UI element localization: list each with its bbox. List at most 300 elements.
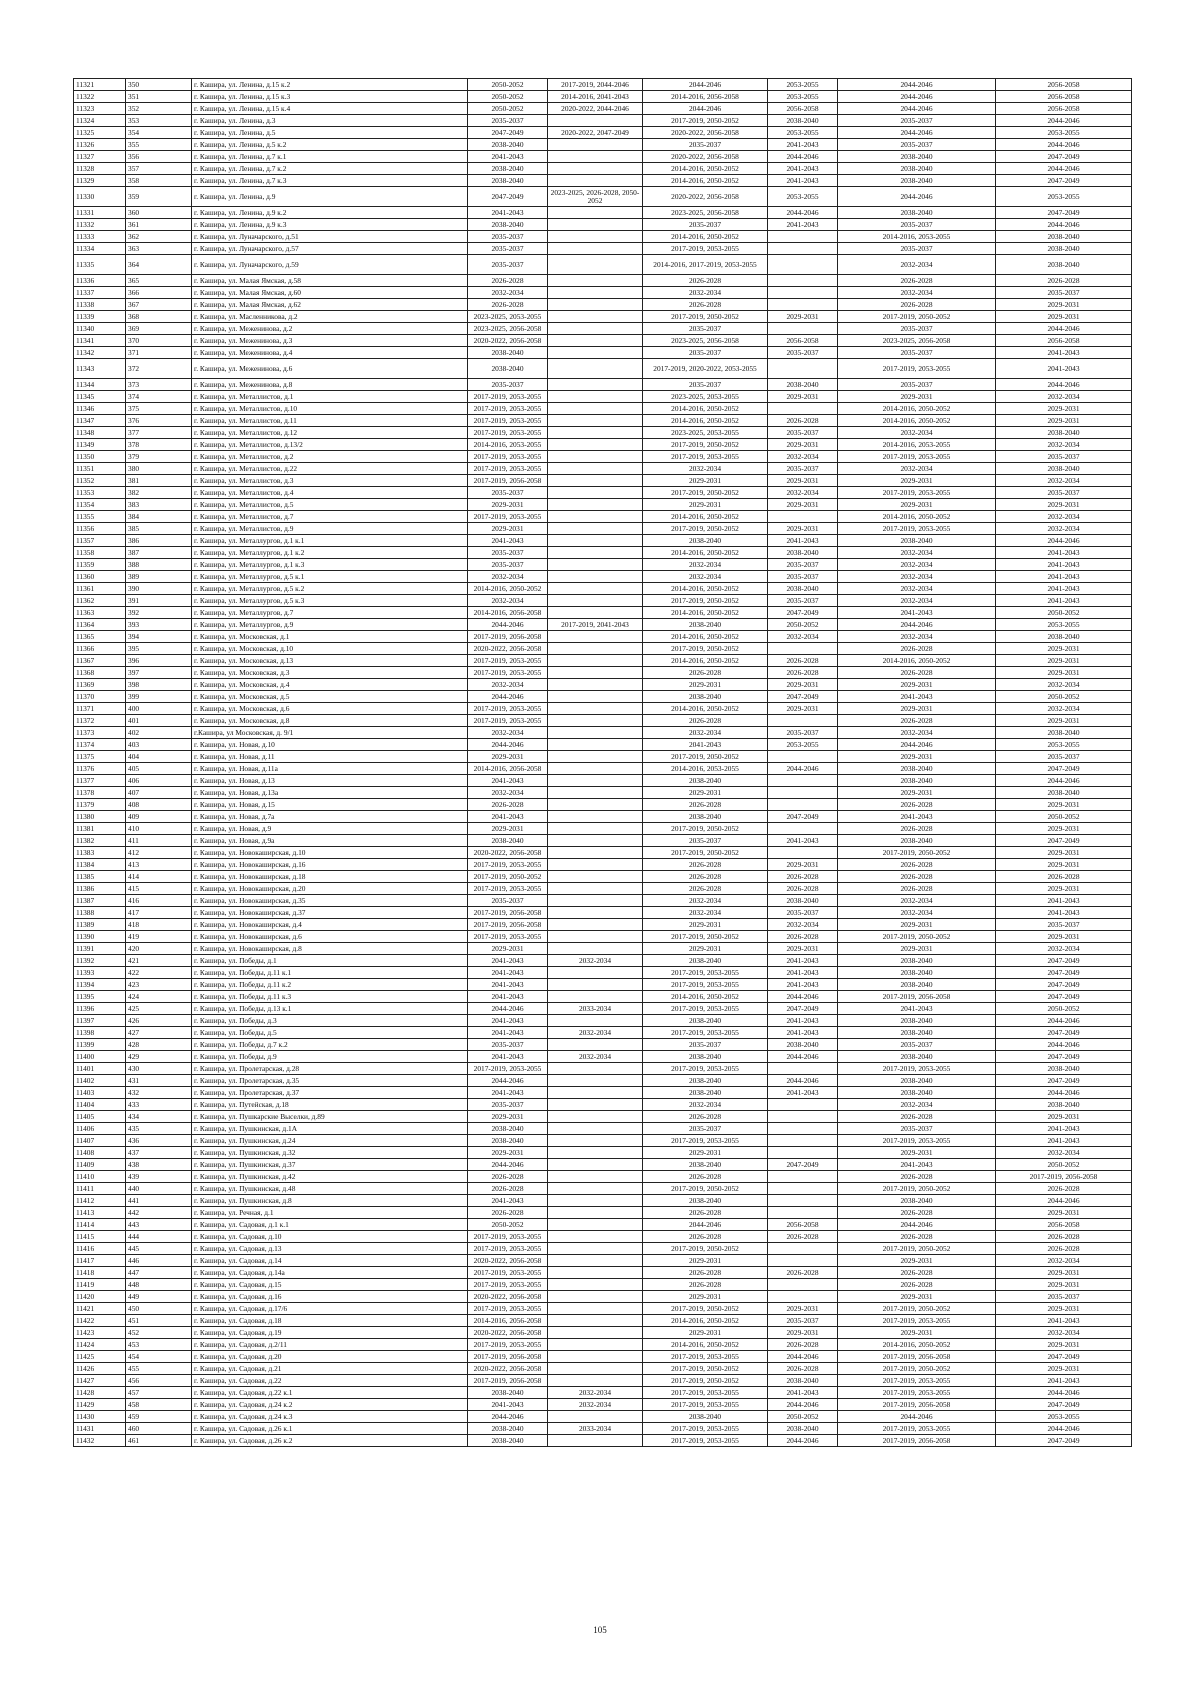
period-cell-5: 2038-2040: [838, 1087, 996, 1099]
period-cell-5: 2035-2037: [838, 115, 996, 127]
period-cell-3: 2017-2019, 2050-2052: [643, 1375, 768, 1387]
period-cell-1: 2041-2043: [468, 775, 548, 787]
period-cell-6: 2056-2058: [996, 335, 1132, 347]
row-number-cell: 11421: [74, 1303, 126, 1315]
period-cell-5: 2014-2016, 2053-2055: [838, 439, 996, 451]
address-cell: г. Кашира, ул. Победы, д.11 к.2: [192, 979, 468, 991]
period-cell-4: 2029-2031: [768, 703, 838, 715]
table-row: [74, 583, 1132, 595]
period-cell-6: 2047-2049: [996, 1399, 1132, 1411]
period-cell-3: 2017-2019, 2053-2055: [643, 1387, 768, 1399]
house-number-cell: 361: [126, 219, 192, 231]
house-number-cell: 372: [126, 359, 192, 379]
period-cell-5: 2017-2019, 2053-2055: [838, 1423, 996, 1435]
period-cell-5: 2035-2037: [838, 1123, 996, 1135]
period-cell-3: 2038-2040: [643, 1075, 768, 1087]
period-cell-2: [548, 679, 643, 691]
period-cell-1: 2029-2031: [468, 943, 548, 955]
period-cell-4: 2026-2028: [768, 667, 838, 679]
period-cell-4: 2038-2040: [768, 547, 838, 559]
period-cell-5: 2026-2028: [838, 667, 996, 679]
period-cell-2: [548, 1375, 643, 1387]
row-number-cell: 11389: [74, 919, 126, 931]
table-row: [74, 715, 1132, 727]
table-row: [74, 1135, 1132, 1147]
period-cell-3: 2038-2040: [643, 1195, 768, 1207]
table-row: [74, 679, 1132, 691]
period-cell-1: 2017-2019, 2053-2055: [468, 883, 548, 895]
house-number-cell: 439: [126, 1171, 192, 1183]
period-cell-4: 2038-2040: [768, 1375, 838, 1387]
period-cell-1: 2038-2040: [468, 175, 548, 187]
period-cell-5: 2029-2031: [838, 943, 996, 955]
row-number-cell: 11336: [74, 275, 126, 287]
period-cell-3: 2014-2016, 2050-2052: [643, 703, 768, 715]
house-number-cell: 445: [126, 1243, 192, 1255]
house-number-cell: 357: [126, 163, 192, 175]
row-number-cell: 11402: [74, 1075, 126, 1087]
period-cell-5: 2026-2028: [838, 883, 996, 895]
period-cell-1: 2017-2019, 2056-2058: [468, 1375, 548, 1387]
period-cell-2: [548, 415, 643, 427]
period-cell-3: 2044-2046: [643, 103, 768, 115]
period-cell-3: 2020-2022, 2056-2058: [643, 187, 768, 207]
period-cell-6: 2047-2049: [996, 967, 1132, 979]
period-cell-4: 2053-2055: [768, 91, 838, 103]
table-row: [74, 1315, 1132, 1327]
table-row: [74, 379, 1132, 391]
address-cell: г. Кашира, ул. Новая, д.10: [192, 739, 468, 751]
period-cell-4: 2029-2031: [768, 679, 838, 691]
house-number-cell: 366: [126, 287, 192, 299]
period-cell-2: [548, 439, 643, 451]
period-cell-4: 2041-2043: [768, 139, 838, 151]
period-cell-4: [768, 1099, 838, 1111]
table-row: [74, 1159, 1132, 1171]
period-cell-2: [548, 607, 643, 619]
period-cell-1: 2041-2043: [468, 979, 548, 991]
period-cell-4: 2044-2046: [768, 1435, 838, 1447]
period-cell-1: 2035-2037: [468, 115, 548, 127]
period-cell-2: [548, 1087, 643, 1099]
period-cell-3: 2017-2019, 2050-2052: [643, 1303, 768, 1315]
period-cell-1: 2035-2037: [468, 255, 548, 275]
period-cell-5: 2035-2037: [838, 139, 996, 151]
house-number-cell: 415: [126, 883, 192, 895]
period-cell-5: 2032-2034: [838, 595, 996, 607]
period-cell-4: 2026-2028: [768, 931, 838, 943]
period-cell-2: [548, 175, 643, 187]
row-number-cell: 11323: [74, 103, 126, 115]
period-cell-2: [548, 1291, 643, 1303]
period-cell-2: [548, 1411, 643, 1423]
period-cell-4: 2029-2031: [768, 439, 838, 451]
period-cell-6: 2029-2031: [996, 643, 1132, 655]
period-cell-2: [548, 1195, 643, 1207]
period-cell-2: [548, 1135, 643, 1147]
period-cell-4: 2026-2028: [768, 1339, 838, 1351]
period-cell-3: 2020-2022, 2056-2058: [643, 127, 768, 139]
house-number-cell: 441: [126, 1195, 192, 1207]
row-number-cell: 11342: [74, 347, 126, 359]
period-cell-3: 2038-2040: [643, 1015, 768, 1027]
address-cell: г. Кашира, ул. Ленина, д.15 к.4: [192, 103, 468, 115]
period-cell-2: 2017-2019, 2044-2046: [548, 79, 643, 91]
house-number-cell: 392: [126, 607, 192, 619]
period-cell-1: 2041-2043: [468, 1195, 548, 1207]
address-cell: г. Кашира, ул. Металлистов, д.9: [192, 523, 468, 535]
address-cell: г. Кашира, ул. Садовая, д.20: [192, 1351, 468, 1363]
period-cell-6: 2053-2055: [996, 187, 1132, 207]
period-cell-1: 2014-2016, 2056-2058: [468, 763, 548, 775]
address-cell: г. Кашира, ул. Победы, д.11 к.3: [192, 991, 468, 1003]
table-row: [74, 487, 1132, 499]
row-number-cell: 11363: [74, 607, 126, 619]
address-cell: г. Кашира, ул. Металлургов, д.5 к.1: [192, 571, 468, 583]
period-cell-2: [548, 583, 643, 595]
period-cell-6: 2050-2052: [996, 1159, 1132, 1171]
row-number-cell: 11368: [74, 667, 126, 679]
house-number-cell: 376: [126, 415, 192, 427]
period-cell-3: 2029-2031: [643, 679, 768, 691]
period-cell-3: 2026-2028: [643, 667, 768, 679]
period-cell-2: 2023-2025, 2026-2028, 2050-2052: [548, 187, 643, 207]
period-cell-1: 2017-2019, 2053-2055: [468, 403, 548, 415]
row-number-cell: 11381: [74, 823, 126, 835]
period-cell-1: 2038-2040: [468, 359, 548, 379]
period-cell-6: 2032-2034: [996, 391, 1132, 403]
row-number-cell: 11355: [74, 511, 126, 523]
house-number-cell: 457: [126, 1387, 192, 1399]
table-row: [74, 1027, 1132, 1039]
table-row: [74, 163, 1132, 175]
house-number-cell: 421: [126, 955, 192, 967]
table-row: [74, 859, 1132, 871]
house-number-cell: 429: [126, 1051, 192, 1063]
period-cell-1: 2017-2019, 2053-2055: [468, 463, 548, 475]
table-row: [74, 1231, 1132, 1243]
row-number-cell: 11390: [74, 931, 126, 943]
row-number-cell: 11365: [74, 631, 126, 643]
period-cell-1: 2017-2019, 2053-2055: [468, 1243, 548, 1255]
period-cell-5: 2038-2040: [838, 207, 996, 219]
period-cell-3: 2014-2016, 2050-2052: [643, 583, 768, 595]
address-cell: г. Кашира, ул. Новокаширская, д.35: [192, 895, 468, 907]
address-cell: г. Кашира, ул. Новокаширская, д.4: [192, 919, 468, 931]
period-cell-3: 2026-2028: [643, 883, 768, 895]
period-cell-4: 2041-2043: [768, 535, 838, 547]
period-cell-2: [548, 151, 643, 163]
house-number-cell: 369: [126, 323, 192, 335]
period-cell-3: 2020-2022, 2056-2058: [643, 151, 768, 163]
house-number-cell: 426: [126, 1015, 192, 1027]
house-number-cell: 368: [126, 311, 192, 323]
period-cell-2: 2032-2034: [548, 1387, 643, 1399]
period-cell-4: 2047-2049: [768, 811, 838, 823]
period-cell-2: [548, 115, 643, 127]
period-cell-3: 2014-2016, 2050-2052: [643, 547, 768, 559]
period-cell-4: 2029-2031: [768, 475, 838, 487]
period-cell-1: 2035-2037: [468, 559, 548, 571]
table-row: [74, 415, 1132, 427]
period-cell-4: 2035-2037: [768, 1315, 838, 1327]
row-number-cell: 11388: [74, 907, 126, 919]
period-cell-5: 2029-2031: [838, 1291, 996, 1303]
address-cell: г. Кашира, ул. Металлистов, д.4: [192, 487, 468, 499]
period-cell-3: 2035-2037: [643, 323, 768, 335]
period-cell-1: 2047-2049: [468, 127, 548, 139]
period-cell-3: 2014-2016, 2050-2052: [643, 655, 768, 667]
period-cell-6: 2050-2052: [996, 607, 1132, 619]
period-cell-1: 2038-2040: [468, 835, 548, 847]
period-cell-5: 2038-2040: [838, 979, 996, 991]
period-cell-2: [548, 871, 643, 883]
address-cell: г. Кашира, ул. Московская, д.13: [192, 655, 468, 667]
table-row: [74, 103, 1132, 115]
period-cell-4: 2026-2028: [768, 1231, 838, 1243]
address-cell: г. Кашира, ул. Малая Ямская, д.60: [192, 287, 468, 299]
house-number-cell: 412: [126, 847, 192, 859]
period-cell-1: 2029-2031: [468, 523, 548, 535]
period-cell-6: 2047-2049: [996, 1075, 1132, 1087]
row-number-cell: 11401: [74, 1063, 126, 1075]
address-cell: г. Кашира, ул. Московская, д.3: [192, 667, 468, 679]
row-number-cell: 11367: [74, 655, 126, 667]
row-number-cell: 11403: [74, 1087, 126, 1099]
address-cell: г. Кашира, ул. Новая, д.13: [192, 775, 468, 787]
table-row: [74, 1351, 1132, 1363]
period-cell-5: 2017-2019, 2053-2055: [838, 1063, 996, 1075]
period-cell-3: 2029-2031: [643, 1291, 768, 1303]
table-row: [74, 187, 1132, 207]
period-cell-4: 2029-2031: [768, 523, 838, 535]
period-cell-6: 2056-2058: [996, 91, 1132, 103]
period-cell-2: [548, 1339, 643, 1351]
period-cell-4: [768, 1195, 838, 1207]
period-cell-2: [548, 691, 643, 703]
period-cell-6: 2047-2049: [996, 1435, 1132, 1447]
period-cell-2: [548, 655, 643, 667]
period-cell-2: [548, 1159, 643, 1171]
period-cell-5: 2029-2031: [838, 751, 996, 763]
period-cell-3: 2017-2019, 2050-2052: [643, 595, 768, 607]
address-cell: г. Кашира, ул. Садовая, д.24 к.2: [192, 1399, 468, 1411]
period-cell-1: 2017-2019, 2053-2055: [468, 1339, 548, 1351]
house-number-cell: 419: [126, 931, 192, 943]
period-cell-6: 2038-2040: [996, 243, 1132, 255]
address-cell: г. Кашира, ул. Победы, д.5: [192, 1027, 468, 1039]
house-number-cell: 407: [126, 787, 192, 799]
table-row: [74, 667, 1132, 679]
period-cell-6: 2038-2040: [996, 427, 1132, 439]
table-row: [74, 751, 1132, 763]
period-cell-5: 2041-2043: [838, 811, 996, 823]
address-cell: г. Кашира, ул. Ленина, д.15 к.2: [192, 79, 468, 91]
period-cell-5: 2029-2031: [838, 1255, 996, 1267]
period-cell-5: 2029-2031: [838, 703, 996, 715]
period-cell-1: 2029-2031: [468, 1111, 548, 1123]
row-number-cell: 11405: [74, 1111, 126, 1123]
house-number-cell: 378: [126, 439, 192, 451]
period-cell-5: 2017-2019, 2050-2052: [838, 1363, 996, 1375]
table-row: [74, 403, 1132, 415]
period-cell-1: 2017-2019, 2053-2055: [468, 1231, 548, 1243]
period-cell-2: [548, 1123, 643, 1135]
period-cell-4: [768, 787, 838, 799]
period-cell-5: 2017-2019, 2056-2058: [838, 1399, 996, 1411]
period-cell-2: [548, 703, 643, 715]
period-cell-1: 2038-2040: [468, 139, 548, 151]
period-cell-6: 2041-2043: [996, 595, 1132, 607]
address-cell: г. Кашира, ул. Новокаширская, д.8: [192, 943, 468, 955]
address-cell: г. Кашира, ул. Металлистов, д.7: [192, 511, 468, 523]
table-row: [74, 1147, 1132, 1159]
table-row: [74, 1195, 1132, 1207]
table-row: [74, 739, 1132, 751]
period-cell-1: 2035-2037: [468, 547, 548, 559]
address-cell: г. Кашира, ул. Новая, д.11а: [192, 763, 468, 775]
period-cell-3: 2038-2040: [643, 955, 768, 967]
address-cell: г. Кашира, ул. Металлистов, д.3: [192, 475, 468, 487]
period-cell-5: 2038-2040: [838, 1075, 996, 1087]
row-number-cell: 11328: [74, 163, 126, 175]
period-cell-6: 2038-2040: [996, 787, 1132, 799]
period-cell-5: 2044-2046: [838, 127, 996, 139]
period-cell-6: 2032-2034: [996, 523, 1132, 535]
period-cell-3: 2017-2019, 2050-2052: [643, 1183, 768, 1195]
period-cell-3: 2026-2028: [643, 1279, 768, 1291]
table-row: [74, 1255, 1132, 1267]
period-cell-4: 2041-2043: [768, 1015, 838, 1027]
table-row: [74, 607, 1132, 619]
period-cell-5: 2014-2016, 2050-2052: [838, 1339, 996, 1351]
period-cell-2: [548, 1435, 643, 1447]
period-cell-5: 2032-2034: [838, 571, 996, 583]
period-cell-5: 2032-2034: [838, 287, 996, 299]
period-cell-2: [548, 1183, 643, 1195]
period-cell-3: 2038-2040: [643, 691, 768, 703]
row-number-cell: 11345: [74, 391, 126, 403]
period-cell-6: 2038-2040: [996, 1063, 1132, 1075]
address-cell: г. Кашира, ул. Новокаширская, д.16: [192, 859, 468, 871]
period-cell-1: 2035-2037: [468, 231, 548, 243]
house-number-cell: 350: [126, 79, 192, 91]
table-row: [74, 311, 1132, 323]
period-cell-3: 2029-2031: [643, 1147, 768, 1159]
period-cell-2: [548, 631, 643, 643]
row-number-cell: 11419: [74, 1279, 126, 1291]
row-number-cell: 11333: [74, 231, 126, 243]
house-number-cell: 406: [126, 775, 192, 787]
period-cell-3: 2038-2040: [643, 1087, 768, 1099]
period-cell-1: 2017-2019, 2050-2052: [468, 871, 548, 883]
address-cell: г. Кашира, ул. Садовая, д.22: [192, 1375, 468, 1387]
house-number-cell: 420: [126, 943, 192, 955]
row-number-cell: 11350: [74, 451, 126, 463]
period-cell-6: 2038-2040: [996, 1099, 1132, 1111]
house-number-cell: 402: [126, 727, 192, 739]
table-row: [74, 919, 1132, 931]
row-number-cell: 11397: [74, 1015, 126, 1027]
row-number-cell: 11407: [74, 1135, 126, 1147]
period-cell-1: 2044-2046: [468, 1159, 548, 1171]
address-cell: г. Кашира, ул. Новокаширская, д.20: [192, 883, 468, 895]
period-cell-1: 2017-2019, 2053-2055: [468, 391, 548, 403]
period-cell-1: 2041-2043: [468, 1027, 548, 1039]
period-cell-5: 2044-2046: [838, 1411, 996, 1423]
period-cell-6: 2041-2043: [996, 583, 1132, 595]
row-number-cell: 11432: [74, 1435, 126, 1447]
period-cell-3: 2014-2016, 2050-2052: [643, 511, 768, 523]
period-cell-2: [548, 1303, 643, 1315]
house-number-cell: 453: [126, 1339, 192, 1351]
period-cell-3: 2014-2016, 2050-2052: [643, 403, 768, 415]
house-number-cell: 363: [126, 243, 192, 255]
period-cell-1: 2017-2019, 2053-2055: [468, 451, 548, 463]
row-number-cell: 11391: [74, 943, 126, 955]
row-number-cell: 11338: [74, 299, 126, 311]
period-cell-2: [548, 751, 643, 763]
period-cell-3: 2023-2025, 2056-2058: [643, 335, 768, 347]
period-cell-3: 2017-2019, 2050-2052: [643, 115, 768, 127]
period-cell-1: 2020-2022, 2056-2058: [468, 335, 548, 347]
address-cell: г. Кашира, ул. Новокаширская, д.37: [192, 907, 468, 919]
address-cell: г. Кашира, ул. Московская, д.1: [192, 631, 468, 643]
period-cell-3: 2014-2016, 2050-2052: [643, 607, 768, 619]
period-cell-2: [548, 835, 643, 847]
period-cell-4: 2032-2034: [768, 451, 838, 463]
address-cell: г. Кашира, ул. Ленина, д.5 к.2: [192, 139, 468, 151]
row-number-cell: 11411: [74, 1183, 126, 1195]
period-cell-2: [548, 1039, 643, 1051]
period-cell-6: 2044-2046: [996, 775, 1132, 787]
table-row: [74, 835, 1132, 847]
period-cell-3: 2017-2019, 2050-2052: [643, 439, 768, 451]
house-number-cell: 411: [126, 835, 192, 847]
house-number-cell: 364: [126, 255, 192, 275]
period-cell-3: 2044-2046: [643, 1219, 768, 1231]
period-cell-3: 2014-2016, 2050-2052: [643, 1315, 768, 1327]
period-cell-1: 2041-2043: [468, 991, 548, 1003]
period-cell-4: 2038-2040: [768, 1423, 838, 1435]
period-cell-5: 2044-2046: [838, 91, 996, 103]
period-cell-4: 2026-2028: [768, 655, 838, 667]
table-row: [74, 1099, 1132, 1111]
period-cell-2: [548, 907, 643, 919]
table-row: [74, 955, 1132, 967]
table-row: [74, 967, 1132, 979]
row-number-cell: 11417: [74, 1255, 126, 1267]
row-number-cell: 11353: [74, 487, 126, 499]
period-cell-6: 2035-2037: [996, 287, 1132, 299]
house-number-cell: 395: [126, 643, 192, 655]
period-cell-5: 2017-2019, 2053-2055: [838, 359, 996, 379]
period-cell-6: 2047-2049: [996, 151, 1132, 163]
period-cell-1: 2017-2019, 2053-2055: [468, 931, 548, 943]
period-cell-2: 2033-2034: [548, 1423, 643, 1435]
row-number-cell: 11356: [74, 523, 126, 535]
house-number-cell: 449: [126, 1291, 192, 1303]
row-number-cell: 11415: [74, 1231, 126, 1243]
period-cell-5: 2044-2046: [838, 1219, 996, 1231]
table-row: [74, 275, 1132, 287]
period-cell-3: 2017-2019, 2050-2052: [643, 751, 768, 763]
period-cell-5: 2029-2031: [838, 787, 996, 799]
period-cell-3: 2014-2016, 2056-2058: [643, 91, 768, 103]
address-cell: г. Кашира, ул. Московская, д.10: [192, 643, 468, 655]
row-number-cell: 11423: [74, 1327, 126, 1339]
period-cell-4: 2041-2043: [768, 967, 838, 979]
